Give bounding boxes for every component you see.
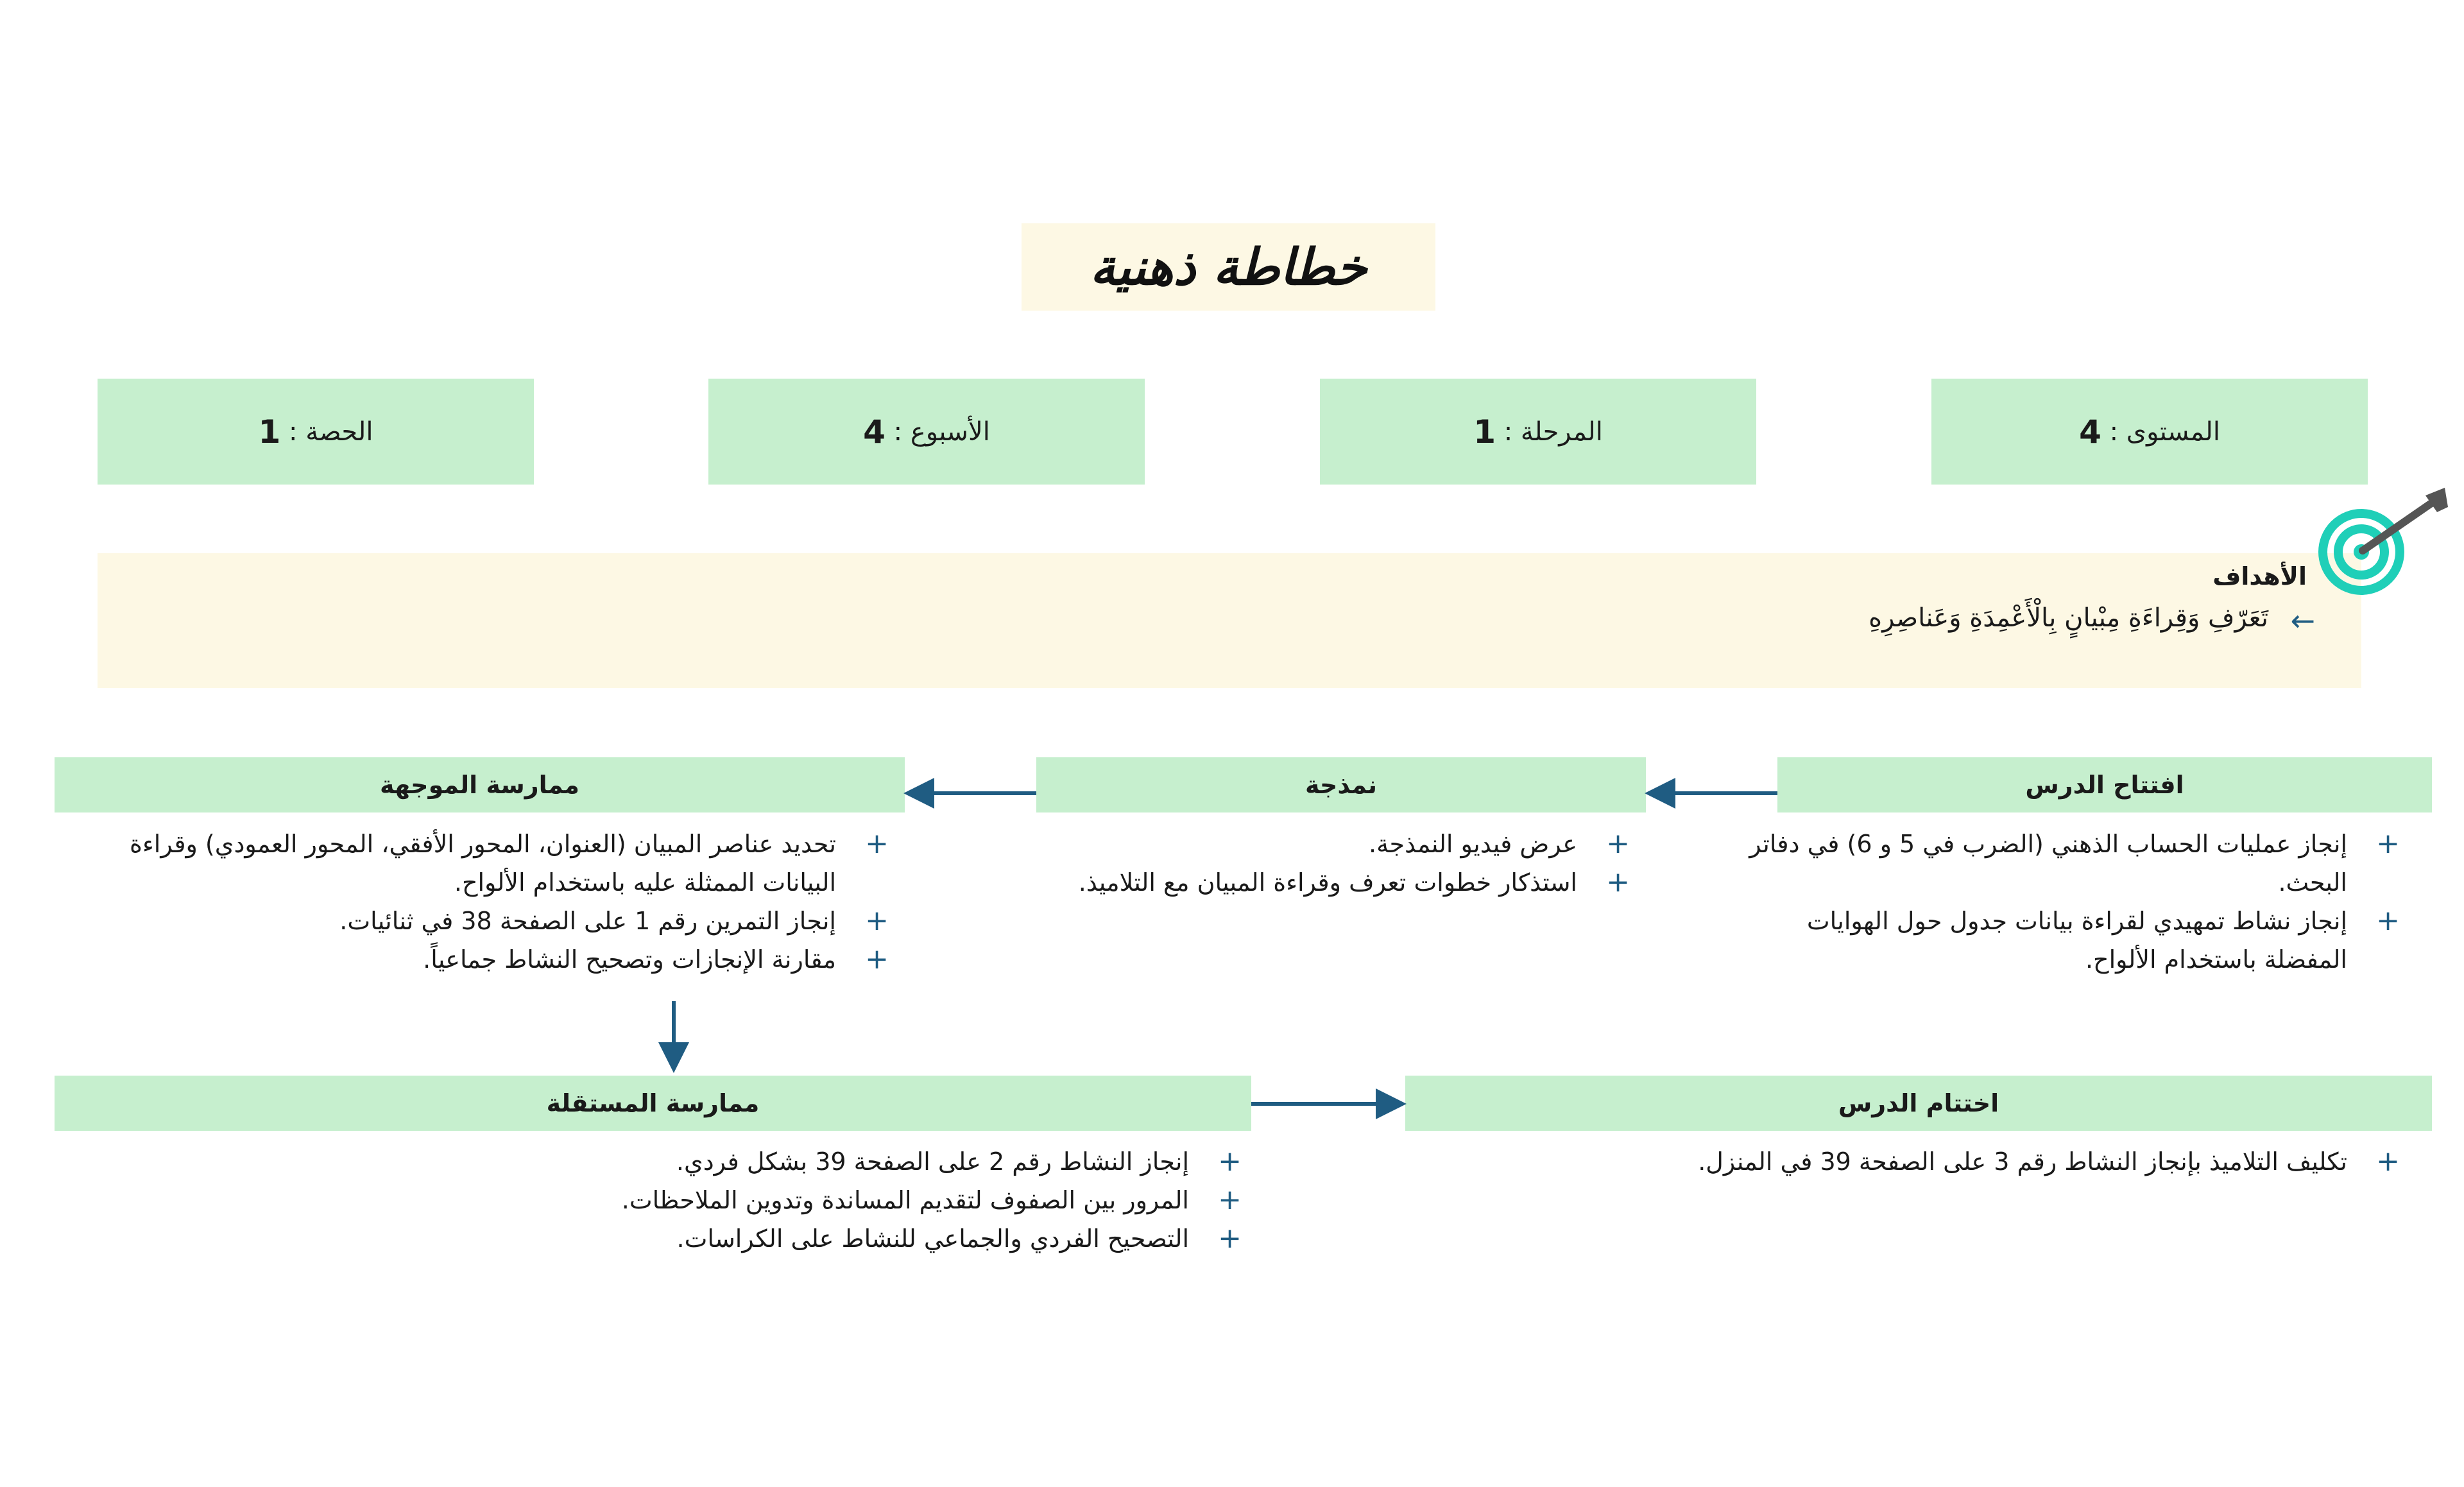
list-item: + مقارنة الإنجازات وتصحيح النشاط جماعياً. — [55, 940, 889, 979]
plus-icon: + — [2376, 1145, 2400, 1178]
list-item: + استذكار خطوات تعرف وقراءة المبيان مع التلاميذ. — [1001, 863, 1630, 902]
list-item: + تكليف التلاميذ بإنجاز النشاط رقم 3 على الصفحة 39 في المنزل. — [1566, 1142, 2400, 1181]
plus-icon: + — [1606, 866, 1630, 898]
plus-icon: + — [1218, 1183, 1242, 1216]
stage-value: 1 — [1473, 413, 1496, 451]
goal-item: تَعَرّفِ وَقِراءَةِ مِبْيانٍ بِالْأَعْمِدَةِ وَعَناصِرِهِ — [1869, 603, 2268, 633]
goals-heading: الأهداف — [2212, 562, 2307, 590]
page-title: خطاطة ذهنية — [1090, 237, 1367, 297]
list-item: + تحديد عناصر المبيان (العنوان، المحور الأفقي، المحور العمودي) وقراءة البيانات الممثلة عليه باستخدام الألواح. — [55, 825, 889, 902]
plus-icon: + — [865, 943, 889, 976]
list-item: + عرض فيديو النمذجة. — [1001, 825, 1630, 863]
closing-title: اختتام الدرس — [1838, 1089, 1999, 1117]
plus-icon: + — [2376, 904, 2400, 937]
level-value: 4 — [2079, 413, 2101, 451]
plus-icon: + — [865, 904, 889, 937]
plus-icon: + — [1218, 1145, 1242, 1178]
opening-title: افتتاح الدرس — [2025, 771, 2184, 799]
plus-icon: + — [1606, 827, 1630, 860]
list-item: + إنجاز التمرين رقم 1 على الصفحة 38 في ثنائيات. — [55, 902, 889, 940]
list-item: + التصحيح الفردي والجماعي للنشاط على الكراسات. — [536, 1219, 1242, 1258]
level-label: المستوى : — [2109, 417, 2220, 447]
plus-icon: + — [2376, 827, 2400, 860]
list-item: + إنجاز عمليات الحساب الذهني (الضرب في 5 و 6) في دفاتر البحث. — [1720, 825, 2400, 902]
session-label: الحصة : — [289, 417, 373, 447]
list-item: + المرور بين الصفوف لتقديم المساندة وتدوين الملاحظات. — [536, 1181, 1242, 1219]
independent-title: ممارسة المستقلة — [546, 1089, 760, 1117]
list-item: + إنجاز النشاط رقم 2 على الصفحة 39 بشكل فردي. — [536, 1142, 1242, 1181]
plus-icon: + — [865, 827, 889, 860]
week-label: الأسبوع : — [893, 417, 990, 447]
session-value: 1 — [258, 413, 281, 451]
goals-arrow-icon: ← — [2290, 603, 2315, 638]
list-item: + إنجاز نشاط تمهيدي لقراءة بيانات جدول حول الهوايات المفضلة باستخدام الألواح. — [1720, 902, 2400, 979]
stage-label: المرحلة : — [1503, 417, 1603, 447]
guided-title: ممارسة الموجهة — [380, 771, 579, 799]
plus-icon: + — [1218, 1222, 1242, 1255]
modeling-title: نمذجة — [1305, 771, 1378, 799]
week-value: 4 — [863, 413, 886, 451]
